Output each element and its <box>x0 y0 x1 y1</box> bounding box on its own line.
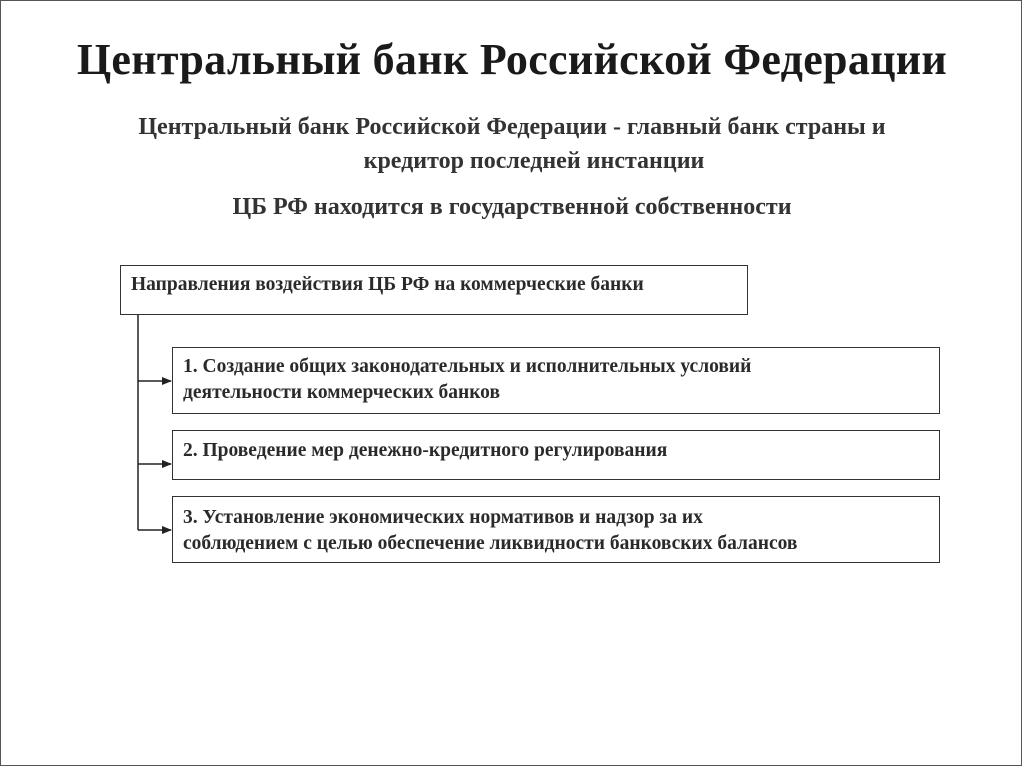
subtitle-line-2: кредитор последней инстанции <box>363 148 705 174</box>
root-box-label: Направления воздействия ЦБ РФ на коммерческие банки <box>131 274 644 295</box>
direction-box-3-line-2: соблюдением с целью обеспечение ликвидности банковских балансов <box>183 533 798 554</box>
direction-box-2-line-1: 2. Проведение мер денежно-кредитного регулирования <box>183 440 668 461</box>
page-title: Центральный банк Российской Федерации <box>76 35 948 84</box>
subtitle-line-1: Центральный банк Российской Федерации - главный банк страны и <box>138 114 886 140</box>
direction-box-1-line-1: 1. Создание общих законодательных и исполнительных условий <box>183 356 752 377</box>
direction-box-3-line-1: 3. Установление экономических нормативов и надзор за их <box>183 507 703 528</box>
direction-box-1-line-2: деятельности коммерческих банков <box>183 382 500 403</box>
root-box <box>120 265 748 315</box>
direction-box-2 <box>172 430 940 480</box>
direction-box-3 <box>172 496 940 563</box>
direction-box-1 <box>172 347 940 414</box>
subtitle-line-3: ЦБ РФ находится в государственной собственности <box>232 194 792 220</box>
